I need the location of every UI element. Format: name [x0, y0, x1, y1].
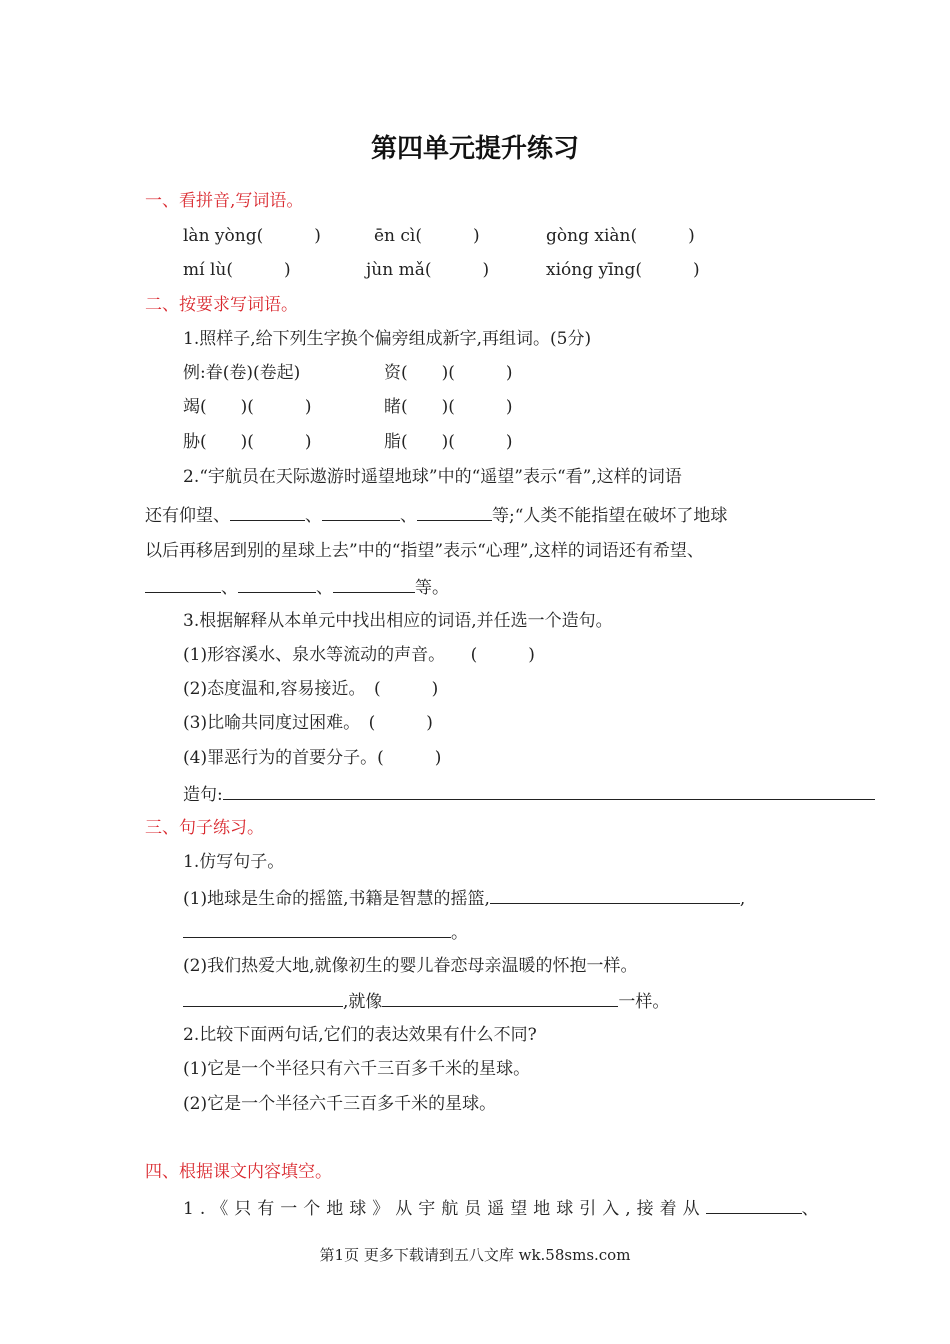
text-fragment: , — [739, 889, 746, 909]
question-text: 1.仿写句子。 — [183, 852, 285, 872]
question-text: 3.根据解释从本单元中找出相应的词语,并任选一个造句。 — [183, 611, 613, 631]
answer-blank[interactable] — [322, 503, 400, 521]
question-text — [183, 920, 468, 944]
fill-item: 竭( )( ) — [183, 397, 312, 417]
text-fragment: 。 — [451, 923, 468, 943]
answer-blank[interactable] — [223, 782, 875, 800]
question-text — [145, 503, 727, 527]
definition-item: (1)形容溪水、泉水等流动的声音。 ( ) — [183, 645, 535, 665]
question-text: (2)我们热爱大地,就像初生的婴儿眷恋母亲温暖的怀抱一样。 — [183, 956, 638, 976]
answer-blank[interactable] — [706, 1196, 802, 1214]
page-footer: 第1页 更多下载请到五八文库 wk.58sms.com — [319, 1246, 631, 1264]
text-fragment: 等;“人类不能指望在破坏了地球 — [492, 506, 728, 526]
pinyin-item: ēn cì( ) — [374, 226, 480, 246]
question-text — [183, 886, 745, 910]
section-4-heading: 四、根据课文内容填空。 — [145, 1162, 332, 1182]
text-fragment: (1)地球是生命的摇篮,书籍是智慧的摇篮, — [183, 889, 490, 909]
text-fragment: 、 — [801, 1199, 819, 1219]
answer-blank[interactable] — [183, 920, 451, 938]
text-fragment: ,就像 — [343, 992, 383, 1012]
text-fragment: 、 — [305, 506, 322, 526]
answer-blank[interactable] — [183, 989, 343, 1007]
answer-blank[interactable] — [230, 503, 305, 521]
definition-item: (2)态度温和,容易接近。 ( ) — [183, 679, 439, 699]
fill-item: 睹( )( ) — [384, 397, 513, 417]
text-fragment: 还有仰望、 — [145, 506, 230, 526]
fill-item: 资( )( ) — [384, 363, 513, 383]
text-fragment: 1.《只有一个地球》从宇航员遥望地球引入,接着从 — [183, 1199, 706, 1219]
question-text: 2.比较下面两句话,它们的表达效果有什么不同? — [183, 1025, 537, 1045]
question-text: 1.照样子,给下列生字换个偏旁组成新字,再组词。(5分) — [183, 329, 592, 349]
pinyin-item: mí lù( ) — [183, 260, 291, 280]
answer-blank[interactable] — [333, 575, 415, 593]
section-2-heading: 二、按要求写词语。 — [145, 295, 298, 315]
sentence-item: (2)它是一个半径六千三百多千米的星球。 — [183, 1094, 497, 1114]
answer-blank[interactable] — [238, 575, 316, 593]
question-text — [183, 989, 669, 1013]
example-item: 例:眷(卷)(卷起) — [183, 363, 301, 383]
definition-item: (3)比喻共同度过困难。 ( ) — [183, 713, 433, 733]
answer-blank[interactable] — [382, 989, 618, 1007]
section-3-heading: 三、句子练习。 — [145, 818, 264, 838]
section-1-heading: 一、看拼音,写词语。 — [145, 191, 304, 211]
answer-blank[interactable] — [145, 575, 221, 593]
text-fragment: 一样。 — [618, 992, 670, 1012]
fill-item: 胁( )( ) — [183, 432, 312, 452]
question-text — [145, 575, 449, 599]
text-fragment: 造句: — [183, 785, 223, 805]
text-fragment: 等。 — [415, 578, 449, 598]
question-text — [183, 1196, 819, 1220]
question-text: 2.“宇航员在天际遨游时遥望地球”中的“遥望”表示“看”,这样的词语 — [183, 467, 682, 487]
question-text: 以后再移居到别的星球上去”中的“指望”表示“心理”,这样的词语还有希望、 — [145, 541, 704, 561]
page-title: 第四单元提升练习 — [370, 134, 579, 164]
definition-item: (4)罪恶行为的首要分子。( ) — [183, 748, 442, 768]
pinyin-item: gòng xiàn( ) — [546, 226, 695, 246]
fill-item: 脂( )( ) — [384, 432, 513, 452]
text-fragment: 、 — [400, 506, 417, 526]
answer-blank[interactable] — [490, 886, 740, 904]
text-fragment: 、 — [221, 578, 238, 598]
sentence-item: (1)它是一个半径只有六千三百多千米的星球。 — [183, 1059, 531, 1079]
text-fragment: 、 — [316, 578, 333, 598]
pinyin-item: làn yòng( ) — [183, 226, 321, 246]
answer-blank[interactable] — [417, 503, 492, 521]
pinyin-item: jùn mǎ( ) — [366, 260, 490, 280]
pinyin-item: xióng yīng( ) — [546, 260, 700, 280]
make-sentence-line — [183, 782, 875, 806]
